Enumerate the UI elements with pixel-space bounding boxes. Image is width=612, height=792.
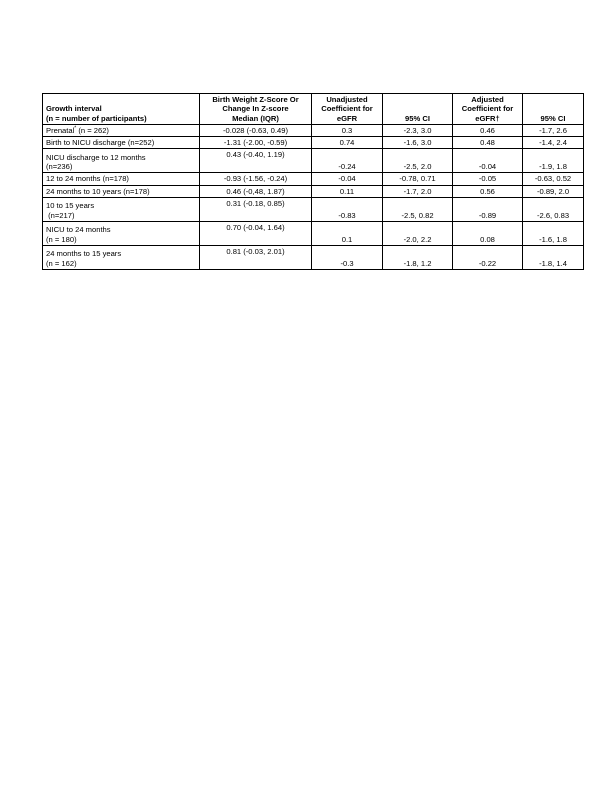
unadjusted-coefficient-cell: 0.11 <box>312 185 383 197</box>
table-row <box>43 149 584 173</box>
adjusted-ci-cell: -2.6, 0.83 <box>523 197 584 221</box>
header-unadjusted-coefficient: Unadjusted Coefficient for eGFR <box>312 94 383 125</box>
table-row <box>43 185 584 197</box>
growth-interval-cell: 12 to 24 months (n=178) <box>43 173 200 185</box>
unadjusted-coefficient-cell: -0.04 <box>312 173 383 185</box>
growth-interval-label: NICU to 24 months <box>46 225 111 235</box>
adjusted-coefficient-cell: -0.89 <box>453 197 523 221</box>
unadjusted-ci-cell: -2.3, 3.0 <box>383 124 453 136</box>
adjusted-ci-cell: -1.7, 2.6 <box>523 124 584 136</box>
growth-interval-label: 10 to 15 years <box>46 201 95 211</box>
growth-interval-cell <box>43 221 200 245</box>
zscore-cell: 0.31 (-0.18, 0.85) <box>200 197 312 221</box>
growth-interval-cell <box>43 124 200 136</box>
header-zscore: Birth Weight Z-Score Or Change In Z-score Median (IQR) <box>200 94 312 125</box>
adjusted-coefficient-cell: 0.08 <box>453 221 523 245</box>
unadjusted-coefficient-cell: 0.74 <box>312 137 383 149</box>
zscore-cell: 0.81 (-0.03, 2.01) <box>200 245 312 269</box>
participant-count: (n = 262) <box>76 125 109 135</box>
participant-count: (n=217) <box>46 210 75 220</box>
header-row <box>43 94 584 125</box>
adjusted-ci-cell: -1.8, 1.4 <box>523 245 584 269</box>
growth-interval-cell: 24 months to 10 years (n=178) <box>43 185 200 197</box>
zscore-cell: 0.43 (-0.40, 1.19) <box>200 149 312 173</box>
adjusted-ci-cell: -1.4, 2.4 <box>523 137 584 149</box>
zscore-cell: 0.70 (-0.04, 1.64) <box>200 221 312 245</box>
adjusted-ci-cell: -0.63, 0.52 <box>523 173 584 185</box>
growth-interval-cell: Birth to NICU discharge (n=252) <box>43 137 200 149</box>
participant-count: (n = 180) <box>46 234 77 244</box>
unadjusted-coefficient-cell: 0.1 <box>312 221 383 245</box>
adjusted-coefficient-cell: 0.48 <box>453 137 523 149</box>
header-adjusted-ci: 95% CI <box>523 94 584 125</box>
growth-interval-cell <box>43 149 200 173</box>
unadjusted-coefficient-cell: 0.3 <box>312 124 383 136</box>
unadjusted-coefficient-cell: -0.3 <box>312 245 383 269</box>
adjusted-coefficient-cell: 0.46 <box>453 124 523 136</box>
growth-interval-label: 24 months to 15 years <box>46 249 122 259</box>
unadjusted-ci-cell: -1.7, 2.0 <box>383 185 453 197</box>
unadjusted-ci-cell: -2.5, 0.82 <box>383 197 453 221</box>
results-table <box>42 93 584 270</box>
zscore-cell: -1.31 (-2.00, -0.59) <box>200 137 312 149</box>
adjusted-coefficient-cell: -0.04 <box>453 149 523 173</box>
adjusted-ci-cell: -1.6, 1.8 <box>523 221 584 245</box>
table-row <box>43 221 584 245</box>
growth-interval-cell <box>43 197 200 221</box>
adjusted-coefficient-cell: 0.56 <box>453 185 523 197</box>
header-growth-interval-title: Growth interval <box>46 104 102 114</box>
header-adjusted-coefficient: Adjusted Coefficient for eGFR† <box>453 94 523 125</box>
adjusted-coefficient-cell: -0.22 <box>453 245 523 269</box>
adjusted-ci-cell: -1.9, 1.8 <box>523 149 584 173</box>
zscore-cell: -0.93 (-1.56, -0.24) <box>200 173 312 185</box>
participant-count: (n = 162) <box>46 258 77 268</box>
table-row <box>43 137 584 149</box>
table-row <box>43 197 584 221</box>
adjusted-coefficient-cell: -0.05 <box>453 173 523 185</box>
table-row <box>43 245 584 269</box>
participant-count: (n=236) <box>46 162 73 171</box>
unadjusted-ci-cell: -1.6, 3.0 <box>383 137 453 149</box>
footnote-mark: * <box>74 125 77 132</box>
header-growth-interval <box>43 94 200 125</box>
unadjusted-ci-cell: -1.8, 1.2 <box>383 245 453 269</box>
growth-interval-label: Prenatal <box>46 125 75 135</box>
growth-interval-label: NICU discharge to 12 months <box>46 152 146 162</box>
growth-interval-cell <box>43 245 200 269</box>
unadjusted-coefficient-cell: -0.24 <box>312 149 383 173</box>
zscore-cell: -0.028 (-0.63, 0.49) <box>200 124 312 136</box>
header-unadjusted-ci: 95% CI <box>383 94 453 125</box>
table-row <box>43 173 584 185</box>
unadjusted-ci-cell: -0.78, 0.71 <box>383 173 453 185</box>
unadjusted-ci-cell: -2.5, 2.0 <box>383 149 453 173</box>
unadjusted-coefficient-cell: -0.83 <box>312 197 383 221</box>
adjusted-ci-cell: -0.89, 2.0 <box>523 185 584 197</box>
zscore-cell: 0.46 (-0,48, 1.87) <box>200 185 312 197</box>
header-growth-interval-subtitle: (n = number of participants) <box>46 113 147 123</box>
unadjusted-ci-cell: -2.0, 2.2 <box>383 221 453 245</box>
table-row <box>43 124 584 136</box>
